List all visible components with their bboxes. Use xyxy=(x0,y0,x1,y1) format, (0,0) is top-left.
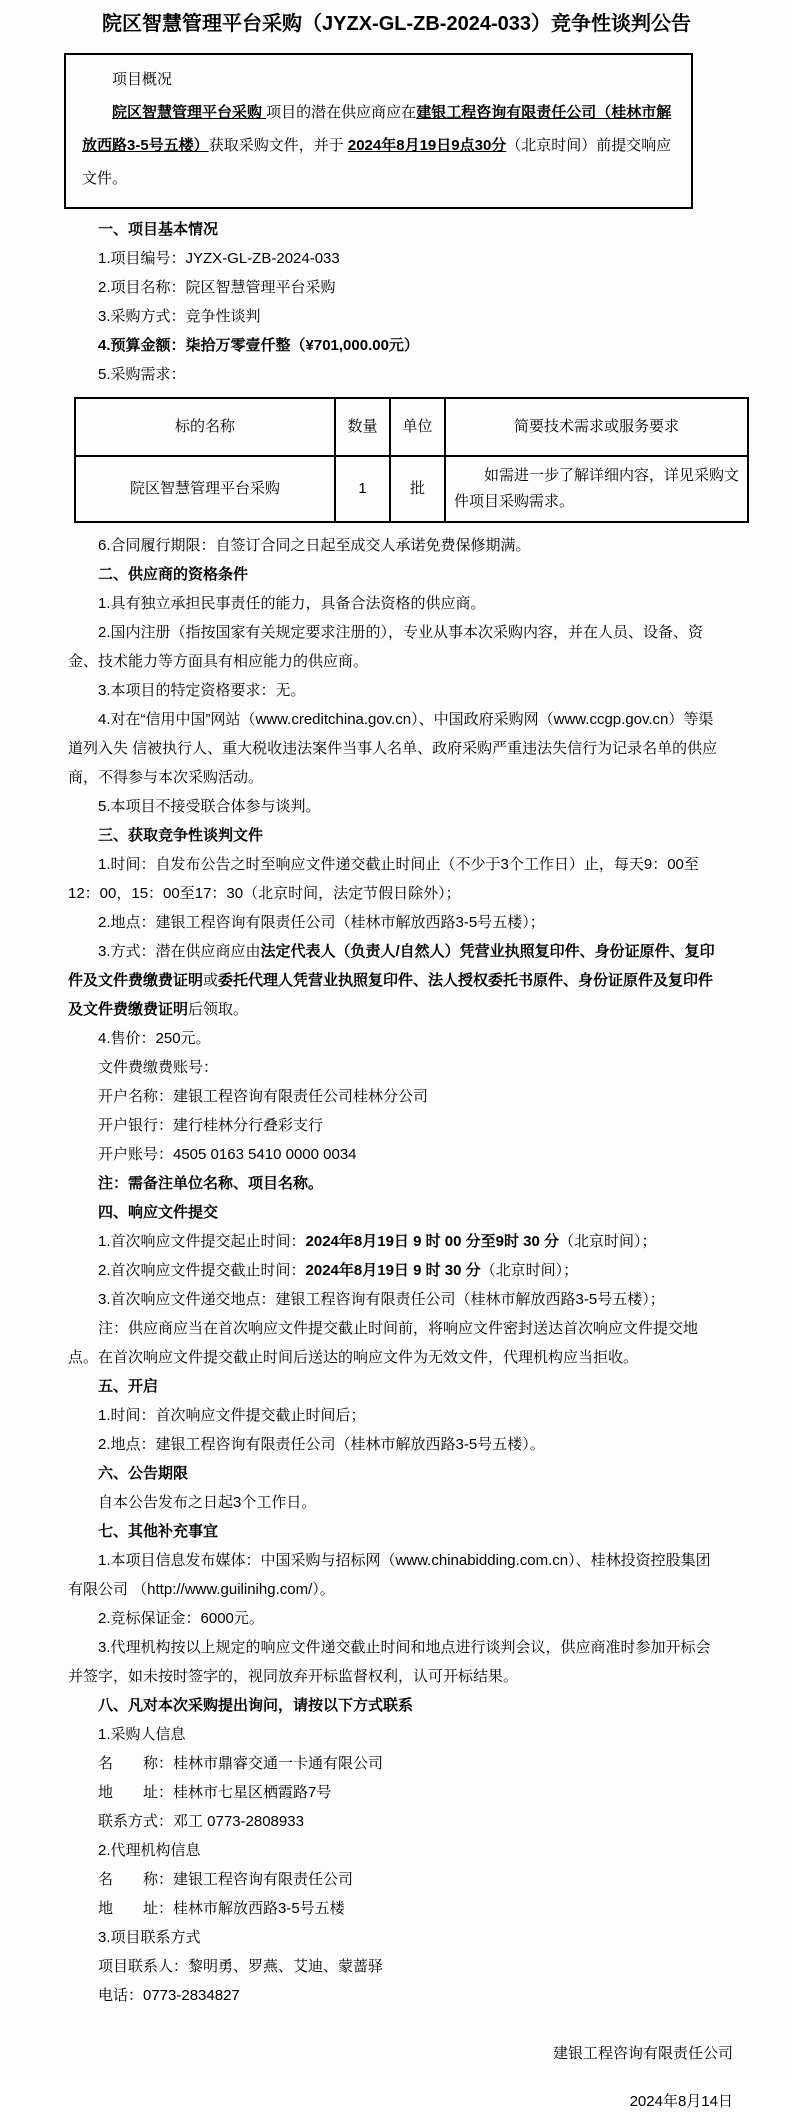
section-heading: 四、响应文件提交 xyxy=(98,1204,219,1221)
table-header-cell: 单位 xyxy=(390,398,445,456)
paragraph xyxy=(68,1430,725,1459)
paragraph xyxy=(68,1749,725,1778)
text-segment: 3.方式：潜在供应商应由 xyxy=(98,943,261,960)
section-3 xyxy=(0,821,793,1198)
text-segment: 4.售价：250元。 xyxy=(98,1030,211,1047)
section-5 xyxy=(0,1372,793,1459)
document-body xyxy=(0,215,793,2010)
paragraph xyxy=(68,302,725,331)
text-segment: 2024年8月19日9点30分 xyxy=(347,137,507,154)
paragraph xyxy=(68,792,725,821)
text-segment: 电话：0773-2834827 xyxy=(98,1987,240,2004)
text-segment: 3.项目联系方式 xyxy=(98,1929,201,1946)
text-segment: 开户账号：4505 0163 5410 0000 0034 xyxy=(98,1146,357,1163)
paragraph xyxy=(68,1836,725,1865)
text-segment: 3.本项目的特定资格要求：无。 xyxy=(98,682,306,699)
text-segment: 2.地点：建银工程咨询有限责任公司（桂林市解放西路3-5号五楼）。 xyxy=(98,1436,545,1453)
table-row xyxy=(75,456,748,522)
paragraph xyxy=(68,1169,725,1198)
table-header-cell: 简要技术需求或服务要求 xyxy=(445,398,748,456)
text-segment: 2024年8月19日 9 时 30 分 xyxy=(305,1262,481,1279)
section-4 xyxy=(0,1198,793,1372)
paragraph xyxy=(68,1401,725,1430)
text-segment: 6.合同履行期限：自签订合同之日起至成交人承诺免费保修期满。 xyxy=(98,537,531,554)
text-segment: 注：需备注单位名称、项目名称。 xyxy=(98,1175,324,1192)
paragraph xyxy=(68,937,725,1024)
text-segment: 1.时间：首次响应文件提交截止时间后； xyxy=(98,1407,366,1424)
signature-date: 2024年8月14日 xyxy=(629,2093,733,2110)
paragraph xyxy=(68,1952,725,1981)
paragraph xyxy=(68,1778,725,1807)
text-segment: 2.项目名称：院区智慧管理平台采购 xyxy=(98,279,336,296)
page-title: 院区智慧管理平台采购（JYZX-GL-ZB-2024-033）竞争性谈判公告 xyxy=(102,13,691,35)
text-segment: 获取采购文件，并于 xyxy=(208,137,348,154)
text-segment: 3.代理机构按以上规定的响应文件递交截止时间和地点进行谈判会议，供应商准时参加开标会并签字，如未按时签字的，视同放弃开标监督权利，认可开标结果。 xyxy=(68,1639,711,1685)
text-segment: 4.对在“信用中国”网站（www.creditchina.gov.cn）、中国政府采购网（www.ccgp.gov.cn）等渠道列入失 信被执行人、重大税收违法案件当事人名单、政府采购严重违法失信行为记录名单的供应商，不得参与本次采购活动。 xyxy=(68,711,718,786)
text-segment: 联系方式：邓工 0773-2808933 xyxy=(98,1813,304,1830)
paragraph xyxy=(68,360,725,389)
text-segment: 2024年8月19日 9 时 00 分至9时 30 分 xyxy=(305,1233,559,1250)
paragraph xyxy=(68,1720,725,1749)
text-segment: 建银工程咨询有限责任公司（桂林市解放西路3-5号五楼） xyxy=(82,104,672,154)
section-heading: 二、供应商的资格条件 xyxy=(98,566,249,583)
text-segment: 2.代理机构信息 xyxy=(98,1842,201,1859)
paragraph xyxy=(68,1314,725,1372)
paragraph xyxy=(68,1082,725,1111)
paragraph xyxy=(68,1807,725,1836)
paragraph xyxy=(68,1923,725,1952)
text-segment: 地 址：桂林市解放西路3-5号五楼 xyxy=(98,1900,345,1917)
text-segment: 注：供应商应当在首次响应文件提交截止时间前，将响应文件密封送达首次响应文件提交地点。在首次响应文件提交截止时间后送达的响应文件为无效文件，代理机构应当拒收。 xyxy=(68,1320,699,1366)
text-segment: 2.首次响应文件提交截止时间： xyxy=(98,1262,306,1279)
section-heading: 五、开启 xyxy=(98,1378,159,1395)
text-segment: 2.国内注册（指按国家有关规定要求注册的），专业从事本次采购内容，并在人员、设备、资金、技术能力等方面具有相应能力的供应商。 xyxy=(68,624,704,670)
text-segment: 3.首次响应文件递交地点：建银工程咨询有限责任公司（桂林市解放西路3-5号五楼）； xyxy=(98,1291,665,1308)
section-1 xyxy=(0,215,793,560)
table-header-row xyxy=(75,398,748,456)
signature-agency: 建银工程咨询有限责任公司 xyxy=(552,2045,733,2062)
paragraph xyxy=(68,1546,725,1604)
section-heading: 六、公告期限 xyxy=(98,1465,189,1482)
text-segment: 项目联系人：黎明勇、罗燕、艾迪、蒙蔷驿 xyxy=(98,1958,384,1975)
text-segment: 5.本项目不接受联合体参与谈判。 xyxy=(98,798,321,815)
paragraph xyxy=(68,1111,725,1140)
text-segment: 1.本项目信息发布媒体：中国采购与招标网（www.chinabidding.com.cn）、桂林投资控股集团有限公司 （http://www.guilinihg.com/）。 xyxy=(68,1552,711,1598)
text-segment: 1.采购人信息 xyxy=(98,1726,186,1743)
text-segment: 法定代表人（负责人/自然人）凭营业执照复印件、身份证原件、复印件及文件费缴费证明 xyxy=(68,943,715,989)
paragraph xyxy=(68,1256,725,1285)
paragraph xyxy=(68,1285,725,1314)
table-header-cell: 数量 xyxy=(335,398,390,456)
text-segment: 文件费缴费账号： xyxy=(98,1059,219,1076)
text-segment: 开户名称：建银工程咨询有限责任公司桂林分公司 xyxy=(98,1088,429,1105)
text-segment: 1.首次响应文件提交起止时间： xyxy=(98,1233,306,1250)
text-segment: 地 址：桂林市七星区栖霞路7号 xyxy=(98,1784,332,1801)
paragraph xyxy=(68,850,725,908)
section-2 xyxy=(0,560,793,821)
paragraph xyxy=(68,908,725,937)
text-segment: 名 称：桂林市鼎睿交通一卡通有限公司 xyxy=(98,1755,384,1772)
section-6 xyxy=(0,1459,793,1517)
section-heading: 七、其他补充事宜 xyxy=(98,1523,219,1540)
text-segment: 2.竞标保证金：6000元。 xyxy=(98,1610,264,1627)
text-segment: 1.具有独立承担民事责任的能力，具备合法资格的供应商。 xyxy=(98,595,486,612)
overview-paragraph xyxy=(82,96,675,195)
paragraph xyxy=(68,1894,725,1923)
table-cell: 1 xyxy=(335,456,390,522)
text-segment: 3.采购方式：竞争性谈判 xyxy=(98,308,261,325)
text-segment: 项目的潜在供应商应在 xyxy=(266,104,417,121)
text-segment: （北京时间）； xyxy=(480,1262,579,1279)
section-7 xyxy=(0,1517,793,1691)
paragraph xyxy=(68,273,725,302)
project-overview-box xyxy=(64,53,693,209)
paragraph xyxy=(68,1024,725,1053)
paragraph xyxy=(68,705,725,792)
text-segment: 或 xyxy=(203,972,219,989)
section-heading: 三、获取竞争性谈判文件 xyxy=(98,827,264,844)
paragraph xyxy=(68,676,725,705)
text-segment: 自本公告发布之日起3个工作日。 xyxy=(98,1494,317,1511)
section-heading: 一、项目基本情况 xyxy=(98,221,219,238)
text-segment: 院区智慧管理平台采购 xyxy=(112,104,267,121)
text-segment: （北京时间）前提交响应文件。 xyxy=(82,137,672,187)
text-segment: 开户银行：建行桂林分行叠彩支行 xyxy=(98,1117,324,1134)
text-segment: 5.采购需求： xyxy=(98,366,186,383)
text-segment: 4.预算金额：柒拾万零壹仟整（¥701,000.00元） xyxy=(98,337,419,354)
procurement-requirements-table xyxy=(74,397,749,523)
paragraph xyxy=(68,1981,725,2010)
paragraph xyxy=(68,618,725,676)
overview-label: 项目概况 xyxy=(112,71,173,88)
text-segment: 1.时间：自发布公告之时至响应文件递交截止时间止（不少于3个工作日）止，每天9：00至12：00，15：00至17：30（北京时间，法定节假日除外）； xyxy=(68,856,699,902)
paragraph xyxy=(68,1227,725,1256)
table-cell: 如需进一步了解详细内容，详见采购文件项目采购需求。 xyxy=(445,456,748,522)
paragraph xyxy=(68,1633,725,1691)
text-segment: 名 称：建银工程咨询有限责任公司 xyxy=(98,1871,354,1888)
text-segment: 后领取。 xyxy=(188,1001,249,1018)
table-cell: 院区智慧管理平台采购 xyxy=(75,456,335,522)
document-footer xyxy=(0,2030,733,2126)
text-segment: 1.项目编号：JYZX-GL-ZB-2024-033 xyxy=(98,250,340,267)
section-8 xyxy=(0,1691,793,2010)
paragraph xyxy=(68,1865,725,1894)
text-segment: 2.地点：建银工程咨询有限责任公司（桂林市解放西路3-5号五楼）； xyxy=(98,914,545,931)
section-heading: 八、凡对本次采购提出询问，请按以下方式联系 xyxy=(98,1697,414,1714)
paragraph xyxy=(68,331,725,360)
paragraph xyxy=(68,244,725,273)
paragraph xyxy=(68,531,725,560)
text-segment: 委托代理人凭营业执照复印件、法人授权委托书原件、身份证原件及复印件及文件费缴费证明 xyxy=(68,972,714,1018)
text-segment: （北京时间）； xyxy=(558,1233,657,1250)
paragraph xyxy=(68,1140,725,1169)
paragraph xyxy=(68,589,725,618)
paragraph xyxy=(68,1488,725,1517)
table-cell: 批 xyxy=(390,456,445,522)
paragraph xyxy=(68,1053,725,1082)
paragraph xyxy=(68,1604,725,1633)
table-header-cell: 标的名称 xyxy=(75,398,335,456)
